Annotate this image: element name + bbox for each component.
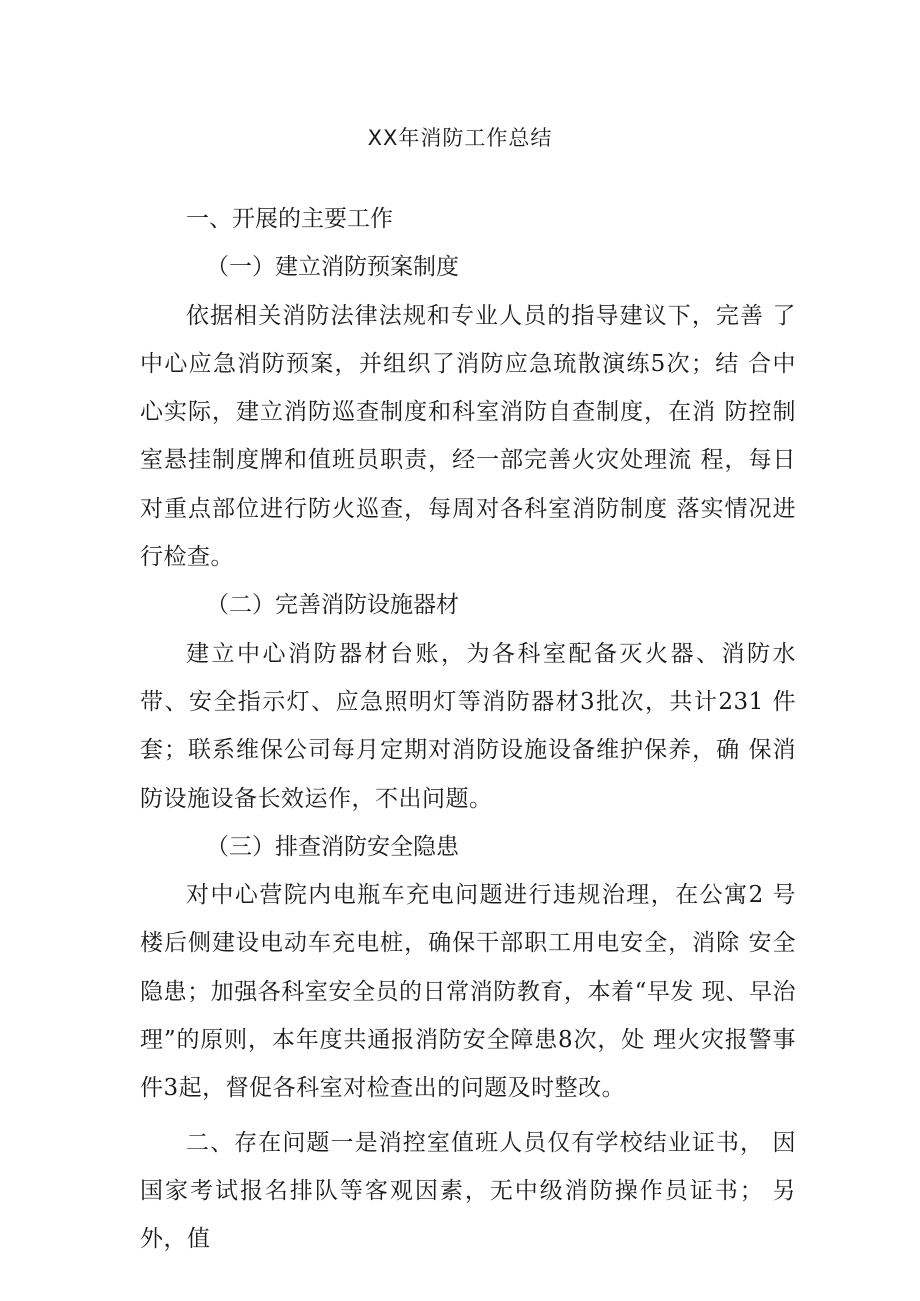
subsection-1-heading: （一）建立消防预案制度 — [206, 254, 459, 281]
section-2-paragraph: 二、存在问题一是消控室值班人员仅有学校结业证书， 因国家考试报名排队等客观因素，无中级消防操作员证书； 另外，值 — [140, 1129, 796, 1253]
document-title: XX年消防工作总结 — [367, 126, 553, 150]
subsection-3-paragraph: 对中心营院内电瓶车充电问题进行违规治理，在公寓2 号楼后侧建设电动车充电桩，确保干部职工用电安全，消除 安全隐患；加强各科室安全员的日常消防教育，本着“早发 现、早治理”的原则，本年度共通报消防安全障患8次，处 理火灾报警事件3起，督促各科室对检查出的问题及时整改。 — [140, 882, 796, 1102]
document-body — [140, 195, 796, 1264]
section-1-heading: 一、开展的主要工作 — [186, 206, 393, 232]
subsection-2-paragraph: 建立中心消防器材台账，为各科室配备灭火器、消防水 带、安全指示灯、应急照明灯等消防器材3批次，共计231 件套；联系维保公司每月定期对消防设施设备维护保养，确 保消防设施设备长效运作，不出问题。 — [140, 640, 796, 812]
subsection-2-heading: （二）完善消防设施器材 — [206, 592, 459, 619]
subsection-3-heading: （三）排查消防安全隐患 — [206, 833, 459, 860]
subsection-1-paragraph: 依据相关消防法律法规和专业人员的指导建议下，完善 了中心应急消防预案，并组织了消防应急琉散演练5次；结 合中心实际，建立消防巡查制度和科室消防自查制度，在消 防控制室悬挂制度牌和值班员职责，经一部完善火灾处理流 程，每日对重点部位进行防火巡查，每周对各科室消防制度 落实情况进行检查。 — [140, 302, 796, 571]
